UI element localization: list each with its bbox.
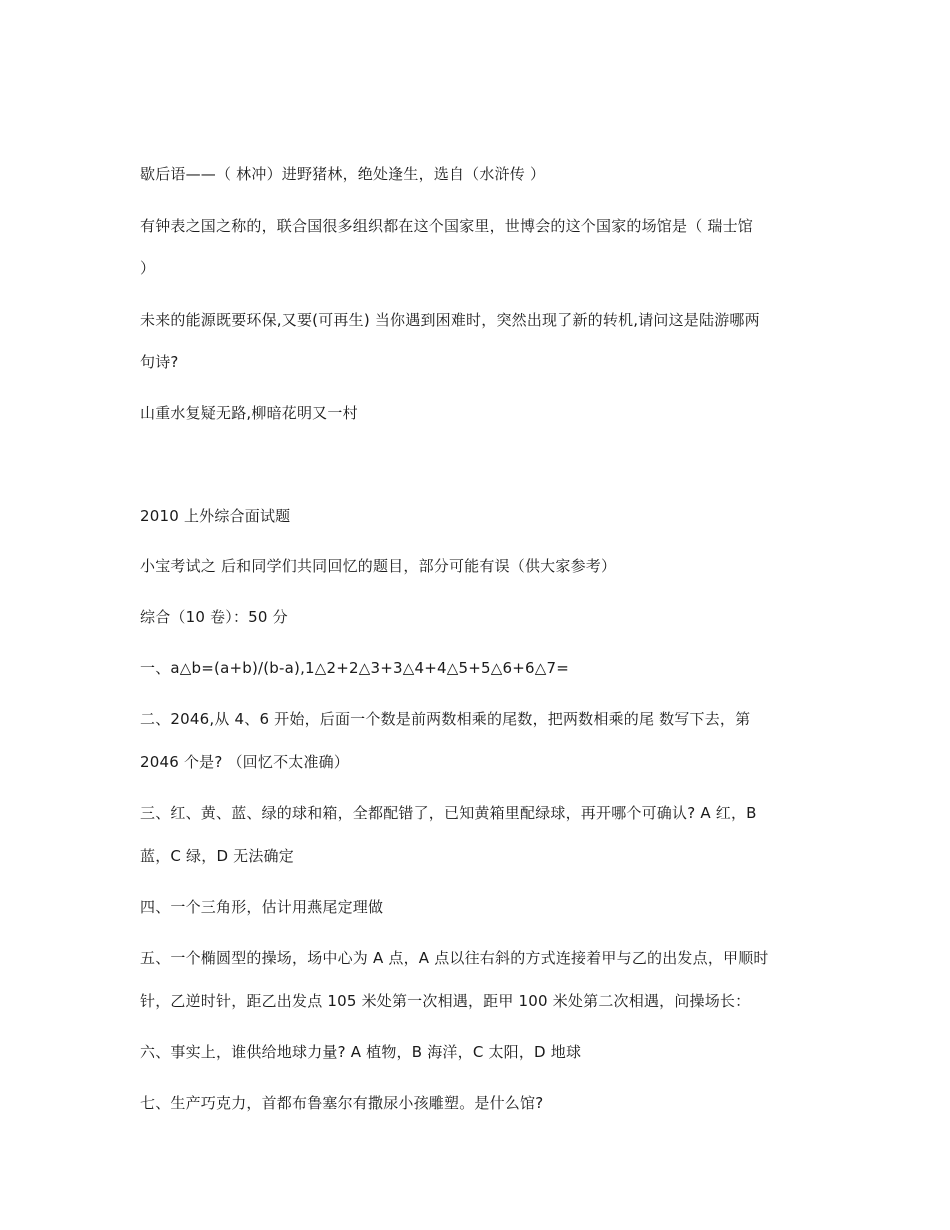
question-3: 三、红、黄、蓝、绿的球和箱，全都配错了，已知黄箱里配绿球，再开哪个可确认? A 红，B <box>140 804 757 822</box>
question-5: 五、一个椭圆型的操场，场中心为 A 点，A 点以往右斜的方式连接着甲与乙的出发点，甲顺时 <box>140 949 769 967</box>
question-6: 六、事实上，谁供给地球力量? A 植物，B 海洋，C 太阳，D 地球 <box>140 1043 582 1061</box>
text-line: 歇后语——（ 林冲）进野猪林，绝处逢生，选自（水浒传 ） <box>140 165 546 183</box>
question-5-cont: 针，乙逆时针，距乙出发点 105 米处第一次相遇，距甲 100 米处第二次相遇，问操场长： <box>140 992 751 1010</box>
text-line: 未来的能源既要环保,又要(可再生) 当你遇到困难时，突然出现了新的转机,请问这是陆游哪两 <box>140 311 760 329</box>
text-line: 小宝考试之 后和同学们共同回忆的题目，部分可能有误（供大家参考） <box>140 557 617 575</box>
text-line: 山重水复疑无路,柳暗花明又一村 <box>140 404 358 422</box>
section-heading: 2010 上外综合面试题 <box>140 507 291 525</box>
text-line: 句诗? <box>140 353 179 371</box>
question-1: 一、a△b=(a+b)/(b-a),1△2+2△3+3△4+4△5+5△6+6△7= <box>140 659 570 677</box>
text-line: ） <box>140 259 156 277</box>
text-line: 有钟表之国之称的，联合国很多组织都在这个国家里，世博会的这个国家的场馆是（ 瑞士馆 <box>140 217 753 235</box>
question-7: 七、生产巧克力，首都布鲁塞尔有撒尿小孩雕塑。是什么馆? <box>140 1094 544 1112</box>
text-line: 综合（10 卷）：50 分 <box>140 608 288 626</box>
question-3-cont: 蓝，C 绿，D 无法确定 <box>140 847 294 865</box>
question-2-cont: 2046 个是? （回忆不太准确） <box>140 753 350 771</box>
question-2: 二、2046,从 4、6 开始，后面一个数是前两数相乘的尾数，把两数相乘的尾 数写下去，第 <box>140 710 751 728</box>
question-4: 四、一个三角形，估计用燕尾定理做 <box>140 898 384 916</box>
